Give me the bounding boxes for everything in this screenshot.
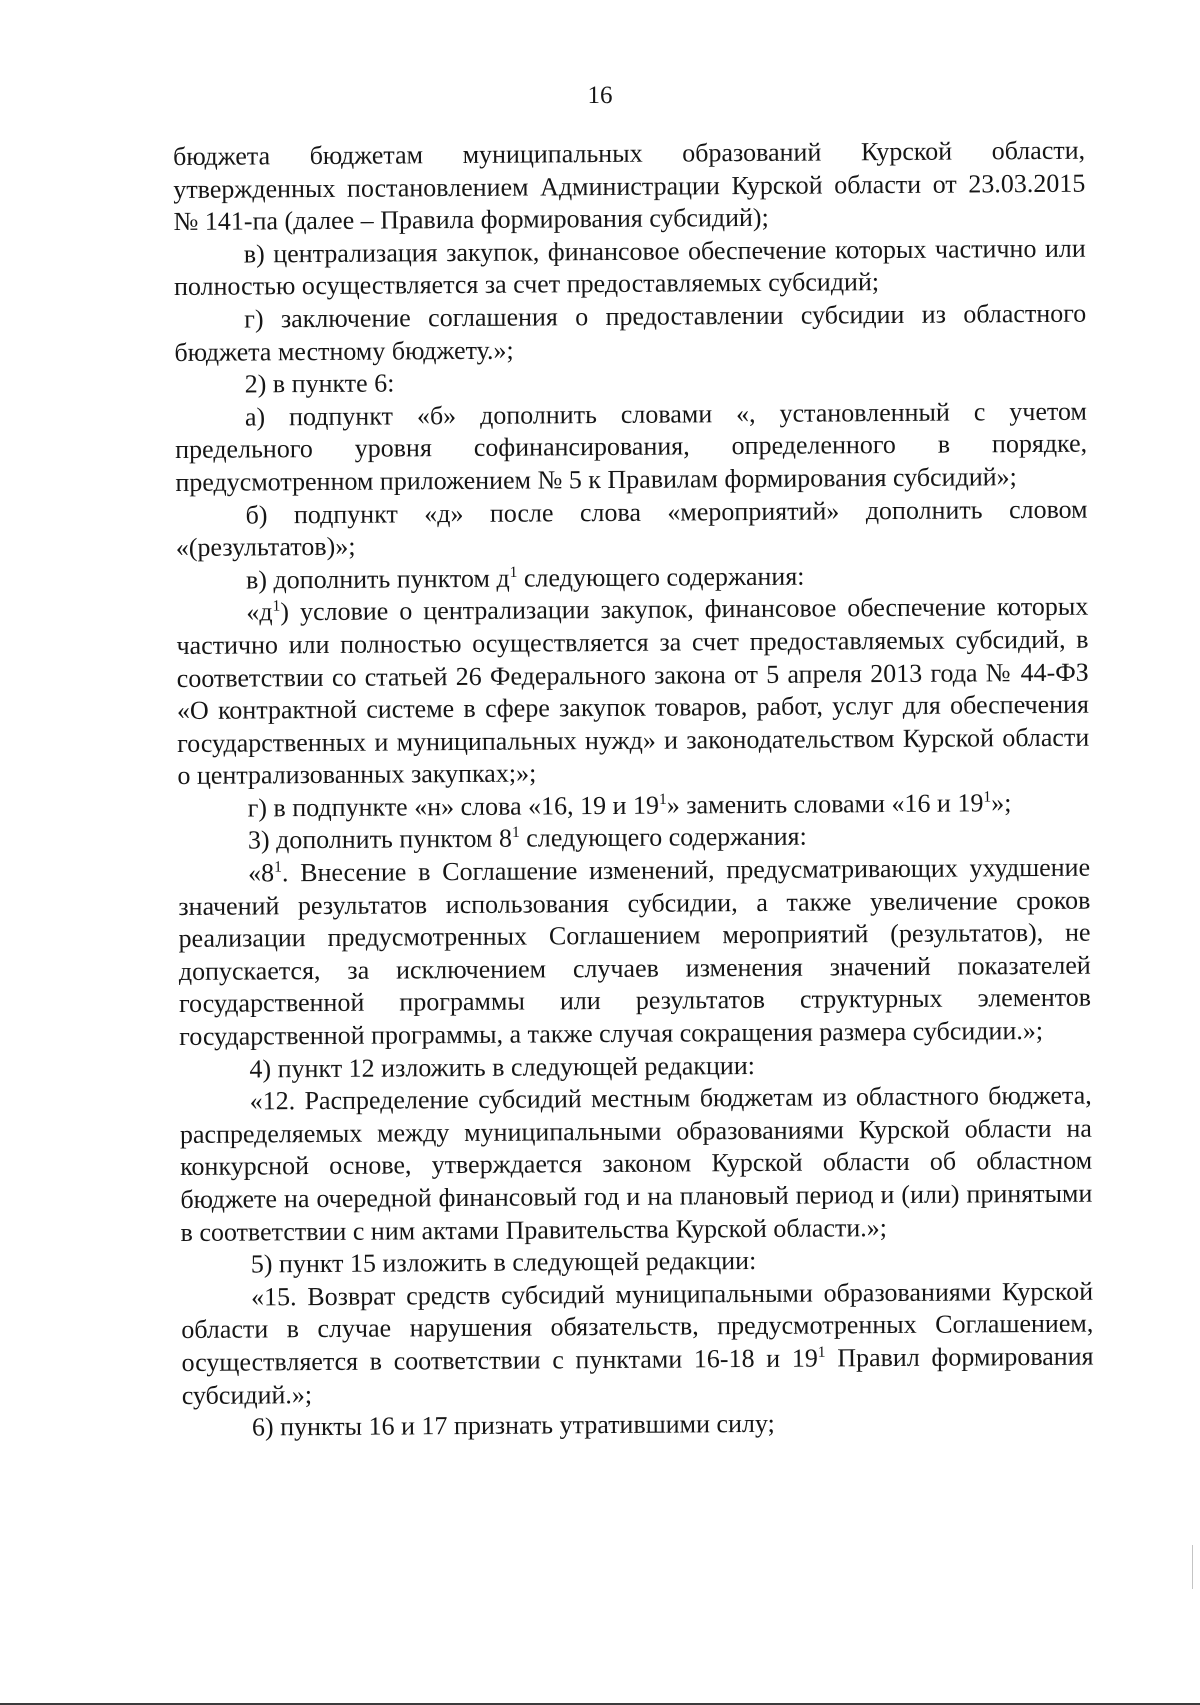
text-segment: следующего содержания: [519, 822, 807, 854]
text-segment: «д [246, 597, 273, 627]
paragraph-subitem-b: б) подпункт «д» после слова «мероприятий» дополнить словом «(результатов)»; [175, 494, 1088, 563]
superscript: 1 [274, 858, 282, 876]
paragraph-quoted-d1 [176, 591, 1089, 793]
paragraph-item-v-centralization: в) централизация закупок, финансовое обеспечение которых частично или полностью осуществляется за счет предоставляемых субсидий; [173, 233, 1086, 302]
superscript: 1 [817, 1343, 826, 1361]
paragraph-continuation: бюджета бюджетам муниципальных образований Курской области, утвержденных постановлением Администрации Курской области от 23.03.2015 № 141-па (далее – Правила формирования субсидий); [173, 135, 1086, 237]
text-segment: . Внесение в Соглашение изменений, предусматривающих ухудшение значений результатов использования субсидии, а также увеличение сроков реализации предусмотренных Соглашением мероприятий (результатов), не допускается, за исключением случаев изменения значений показателей государственной программы или результатов структурных элементов государственной программы, а также случая сокращения размера субсидии.»; [178, 852, 1092, 1052]
text-segment: ) условие о централизации закупок, финансовое обеспечение которых частично или полностью осуществляется за счет предоставляемых субсидий, в соответствии со статьей 26 Федерального закона от 5 апреля 2013 года № 44-ФЗ «О контрактной системе в сфере закупок товаров, работ, услуг для обеспечения государственных и муниципальных нужд» и законодательством Курской области о централизованных закупках;»; [176, 591, 1090, 791]
paragraph-item-g-agreement: г) заключение соглашения о предоставлении субсидии из областного бюджета местному бюджету.»; [174, 298, 1087, 367]
text-segment: в) дополнить пунктом д [245, 563, 510, 595]
page-number: 16 [587, 82, 613, 109]
text-segment: » заменить словами «16 и 19 [666, 788, 984, 820]
superscript: 1 [509, 563, 518, 581]
paragraph-point-2: 2) в пункте 6: [244, 368, 395, 399]
paragraph-point-4: 4) пункт 12 изложить в следующей редакции: [249, 1050, 756, 1084]
text-segment: 3) дополнить пунктом 8 [247, 824, 513, 855]
text-segment: «8 [248, 858, 275, 888]
superscript: 1 [983, 788, 992, 806]
text-segment: Правил формирования субсидий.»; [181, 1341, 1094, 1410]
paragraph-quoted-15 [181, 1275, 1094, 1412]
paragraph-quoted-8-1 [178, 852, 1091, 1054]
text-segment: г) в подпункте «н» слова «16, 19 и 19 [247, 790, 660, 823]
paragraph-point-5: 5) пункт 15 изложить в следующей редакции: [250, 1246, 757, 1279]
superscript: 1 [511, 824, 520, 842]
paragraph-point-6: 6) пункты 16 и 17 признать утратившими силу; [251, 1408, 775, 1442]
document-body [173, 135, 1094, 1445]
superscript: 1 [658, 790, 667, 808]
text-segment: «15. Возврат средств субсидий муниципальными образованиями Курской области в случае нарушения обязательств, предусмотренных Соглашением, осуществляется в соответствии с пунктами 16-18 и 19 [181, 1276, 1094, 1377]
paragraph-quoted-12: «12. Распределение субсидий местным бюджетам из областного бюджета, распределяемых между муниципальными образованиями Курской области на конкурсной основе, утверждается законом Курской области об областном бюджете на очередной финансовый год и на плановый период и (или) принятыми в соответствии с ним актами Правительства Курской области.»; [179, 1080, 1093, 1247]
paragraph-subitem-a: а) подпункт «б» дополнить словами «, установленный с учетом предельного уровня софинансирования, определенного в порядке, предусмотренном приложением № 5 к Правилам формирования субсидий»; [175, 396, 1088, 497]
text-segment: »; [991, 788, 1012, 818]
text-segment: следующего содержания: [517, 561, 805, 593]
superscript: 1 [272, 597, 281, 615]
scan-artifact-mark [1192, 1545, 1193, 1589]
